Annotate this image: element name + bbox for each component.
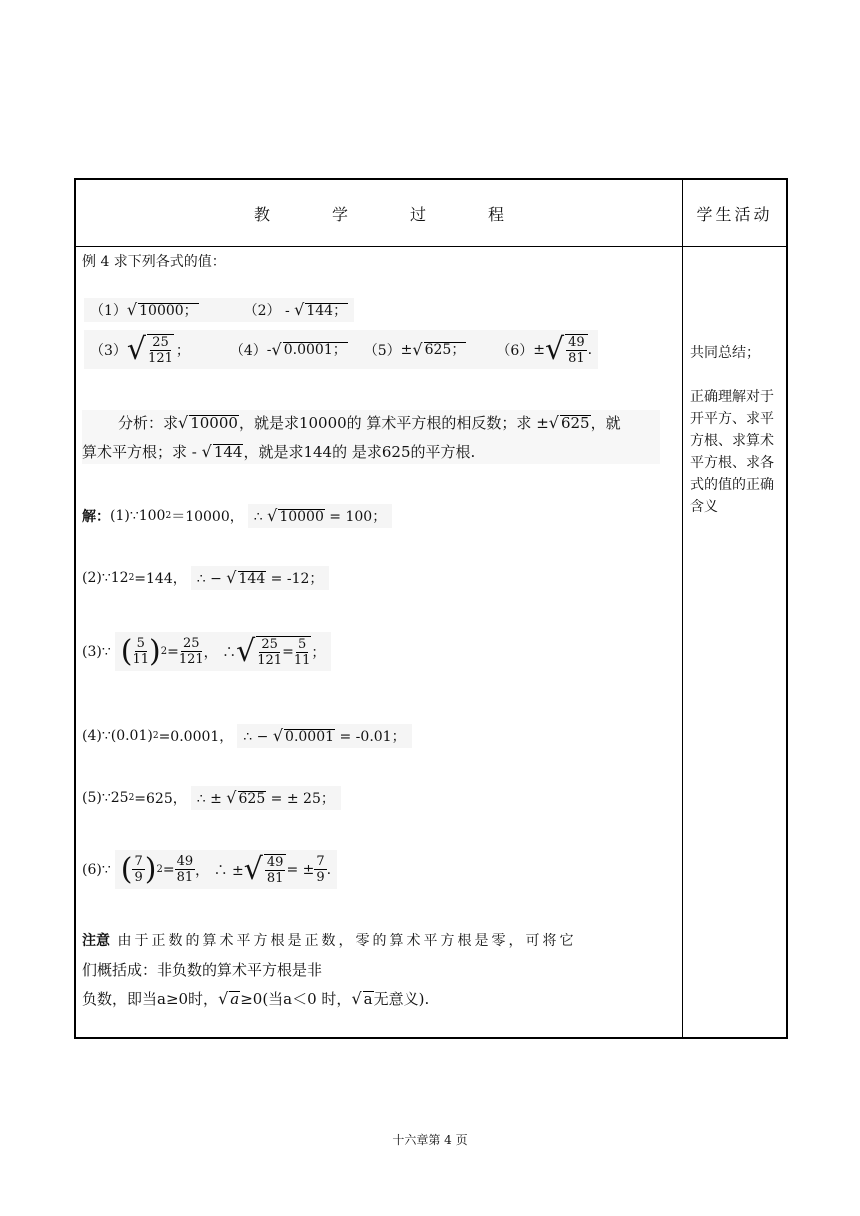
solution-1: 解： (1)∵100 2 ＝10000， ∴ √ 10000 = 100； bbox=[82, 504, 392, 528]
example-title: 例 4 求下列各式的值： bbox=[82, 254, 226, 270]
e1: 10000； bbox=[139, 303, 198, 319]
note-line-2: 们概括成：非负数的算术平方根是非 bbox=[82, 961, 323, 979]
solution-5: (5)∵25 2 =625， ∴ ± √ 625 = ± 25； bbox=[82, 786, 341, 810]
note-line-1: 注意 由于正数的算术平方根是正数，零的算术平方根是零，可将它 bbox=[82, 933, 577, 949]
note-line-3: 负数，即当a≥0时，√ a≥0(当a＜0 时，√ a无意义). bbox=[82, 989, 430, 1008]
item-5: （5） bbox=[363, 342, 401, 359]
e4: 0.0001； bbox=[283, 341, 347, 358]
item-6: （6） bbox=[496, 342, 534, 359]
e5: 625； bbox=[424, 341, 466, 358]
solution-3: (3)∵ ( $\frac{5}{11}$ ) 2 = $\frac{25}{121}$ ， ∴ √ $\frac{25}{121}$ = $\frac{5}{11}$ ； bbox=[82, 632, 331, 671]
item-1: （1） bbox=[90, 303, 127, 319]
solution-6: (6)∵ ( $\frac{7}{9}$ ) 2 = $\frac{49}{81}$ ， ∴ ± √ $\frac{49}{81}$ = ± $\frac{7}{9}$ . bbox=[82, 850, 337, 889]
solution-2: (2)∵12 2 =144， ∴ − √ 144 = -12； bbox=[82, 566, 329, 590]
e2: 144； bbox=[306, 303, 348, 319]
column-divider bbox=[682, 178, 683, 1039]
page-footer: 十六章第 4 页 bbox=[392, 1133, 468, 1147]
example-row-1: （1）√ 10000； （2） - √ 144； bbox=[84, 298, 354, 322]
side-summary: 共同总结； bbox=[690, 345, 760, 361]
item-3: （3） bbox=[90, 342, 127, 359]
frac-49-81: $\frac{49}{81}$ bbox=[565, 334, 588, 366]
example-row-2: （3） √ $\frac{25}{121}$ ； （4） - √ 0.0001； （5） ± √ 625； （6） ± √ $\frac{49}{81}$ . bbox=[84, 330, 598, 369]
item-2: （2） bbox=[243, 303, 281, 319]
header-divider bbox=[74, 246, 788, 247]
item-4: （4） bbox=[229, 342, 267, 359]
analysis-block: 分析：求√ 10000，就是求10000的 算术平方根的相反数；求 ±√ 625，就 算术平方根；求 - √ 144，就是求144的 是求625的平方根. bbox=[82, 410, 660, 464]
solution-4: (4)∵(0.01) 2 =0.0001， ∴ − √ 0.0001 = -0.01； bbox=[82, 724, 412, 748]
header-main: 教学过程 bbox=[253, 204, 566, 224]
header-side: 学生活动 bbox=[696, 204, 773, 224]
frac-25-121: $\frac{25}{121}$ bbox=[148, 334, 173, 366]
side-description: 正确理解对于开平方、求平方根、求算术平方根、求各式的值的正确含义 bbox=[690, 389, 774, 515]
